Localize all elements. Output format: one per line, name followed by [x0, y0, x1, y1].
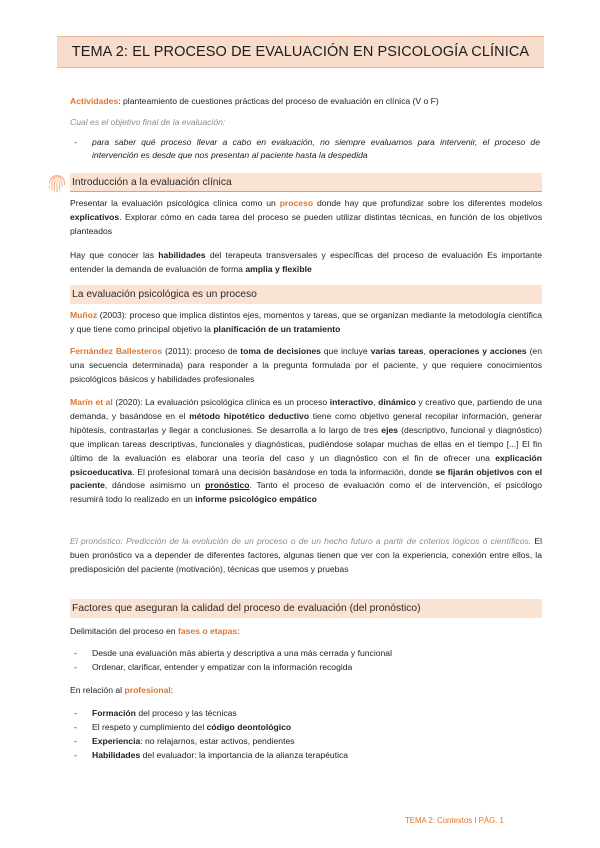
list-item-text [92, 735, 540, 749]
paragraph-munoz [70, 309, 542, 337]
text-run-bold: Experiencia [92, 736, 141, 746]
section-heading-text: La evaluación psicológica es un proceso [72, 289, 257, 300]
text-run-bold: explicación psicoeducativa [70, 452, 542, 477]
text-run: (descriptivo, funcional y diagnóstico) que implican tareas descriptivas, funcionales y diagnósticas, pudiéndose solapar muchas de ellas en el tiempo [...] El fin último de la evaluación es elaborar una teoría del caso y un diagnóstico con el fin de ofrecer una [70, 424, 542, 463]
text-run: (2003): proceso que implica distintos ejes, momentos y tareas, que se organizan mediante la metodología científica y que tiene como principal objetivo la [70, 310, 542, 334]
page-title-bar [57, 36, 544, 68]
text-run-bold: ejes [381, 424, 399, 435]
text-run: (2020): La evaluación psicológica clínica es un proceso [112, 397, 330, 407]
section-heading-proceso [70, 285, 542, 304]
text-run: del proceso y las técnicas [135, 708, 237, 718]
text-run-bold: varias tareas [370, 346, 424, 356]
text-run: Presentar la evaluación psicológica clínica como un [70, 198, 280, 208]
author-name: Marín et al [70, 397, 113, 407]
text-run: del terapeuta transversales y específicas del proceso de evaluación Es importante entender la demanda de evaluación de forma [70, 250, 542, 274]
bullet-dash: - [74, 648, 77, 658]
paragraph-fernandez [70, 345, 542, 387]
list-item-text [92, 721, 540, 735]
text-run-bold: método hipotético deductivo [189, 410, 310, 421]
actividades-label: Actividades [70, 96, 119, 106]
text-run-bold: amplia y flexible [245, 263, 312, 274]
text-run: que incluye [320, 346, 371, 356]
text-run: (en una secuencia determinada) para responder a la pregunta formulada por el paciente, y que requiere conocimientos psicológicos básicos y habilidades profesionales [70, 346, 542, 384]
fingerprint-icon [46, 172, 68, 194]
text-run: tiene como objetivo general recopilar información, generar hipótesis, contrastarlas y llegar a conclusiones. Se desarrolla a lo largo de tres [70, 410, 542, 435]
author-name: Fernández Ballesteros [70, 346, 163, 356]
text-run-bold: planificación de un tratamiento [213, 323, 341, 334]
text-run-bold: Formación [92, 708, 136, 718]
text-run: En relación al [70, 685, 125, 695]
section-heading-factores [70, 599, 542, 618]
text-run: (2011): proceso de [162, 346, 241, 356]
text-run-bold: Habilidades [92, 750, 141, 760]
text-run-bold: operaciones y acciones [428, 346, 527, 356]
paragraph-profesional [70, 684, 542, 698]
section-heading-intro [70, 173, 542, 192]
paragraph-intro [70, 197, 542, 239]
text-run-bold: habilidades [158, 250, 206, 260]
bullet-dash: - [74, 137, 77, 147]
text-run: El buen pronóstico va a depender de diferentes factores, algunas tienen que ver con la experiencia, conexión entre ellos, la predisposición del paciente (motivación), técnicas que usemos y pruebas [70, 536, 542, 574]
text-run-bold: código deontológico [206, 722, 292, 732]
text-run: . Explorar cómo en cada tarea del proceso se pueden utilizar distintas técnicas, en función de los objetivos planteados [70, 211, 542, 236]
text-run-bold: se fijarán objetivos con el paciente [70, 466, 542, 491]
text-run: Delimitación del proceso en [70, 626, 178, 636]
bullet-dash: - [74, 708, 77, 718]
bullet-dash: - [74, 722, 77, 732]
text-run-bold: informe psicológico empático [195, 494, 317, 505]
text-run: del evaluador: la importancia de la alianza terapéutica [140, 750, 349, 760]
list-item-text: Ordenar, clarificar, entender y empatizar con la información recogida [92, 662, 353, 672]
text-run: El respeto y cumplimiento del [92, 722, 207, 732]
bullet-dash: - [74, 750, 77, 760]
page-title: TEMA 2: EL PROCESO DE EVALUACIÓN EN PSICOLOGÍA CLÍNICA [71, 44, 530, 60]
text-run: Hay que conocer las [70, 250, 159, 260]
page-footer: TEMA 2: Contextos I PÁG. 1 [405, 816, 504, 825]
definition-italic: El pronóstico: Predicción de la evolución de un proceso o de un hecho futuro a partir de criterios lógicos o científicos. [70, 536, 532, 546]
text-run: : [237, 626, 240, 636]
text-run: . El profesional tomará una decisión basándose en toda la información, donde [132, 466, 436, 477]
bullet-dash: - [74, 662, 77, 672]
bullet-dash: - [74, 736, 77, 746]
text-run-bold: interactivo [329, 397, 374, 407]
text-run-highlight: profesional [124, 685, 171, 695]
text-run-bold: toma de decisiones [240, 346, 321, 356]
paragraph-pronostico [70, 535, 542, 577]
text-run: , [423, 346, 429, 356]
author-name: Muñoz [70, 310, 98, 320]
answer-text: para saber qué proceso llevar a cabo en evaluación, no siempre evaluamos para intervenir, el proceso de intervención es desde que nos presentan al paciente hasta la despedida [92, 137, 540, 161]
text-run-bold: dinámico [378, 397, 416, 407]
text-run: : [170, 685, 174, 695]
question-line: Cual es el objetivo final de la evaluación: [70, 117, 226, 127]
text-run: . Tanto el proceso de evaluación como el de intervención, el psicólogo resumirá todo lo realizado en un [70, 480, 542, 505]
actividades-text: : planteamiento de cuestiones prácticas del proceso de evaluación en clínica (V o F) [118, 96, 439, 106]
text-run: donde hay que profundizar sobre los diferentes modelos [313, 198, 542, 208]
list-item-text [92, 749, 540, 763]
list-item-text [92, 707, 540, 721]
text-run-bold: explicativos [70, 211, 120, 222]
list-item-text: Desde una evaluación más abierta y descriptiva a una más cerrada y funcional [92, 648, 392, 658]
text-run-highlight: proceso [279, 198, 314, 208]
text-run-underlined: pronóstico [205, 480, 250, 491]
actividades-line [70, 95, 542, 109]
text-run: , [373, 397, 379, 407]
text-run: : no relajarnos, estar activos, pendientes [140, 736, 295, 746]
text-run: y creativo que, partiendo de una demanda, y basándose en el [70, 397, 542, 421]
paragraph-delimitacion [70, 625, 542, 639]
paragraph-marin [70, 396, 542, 507]
section-heading-text: Factores que aseguran la calidad del proceso de evaluación (del pronóstico) [72, 603, 421, 614]
text-run: , dándose asimismo un [104, 480, 206, 491]
paragraph-habilidades [70, 249, 542, 277]
section-heading-text: Introducción a la evaluación clínica [72, 176, 232, 188]
text-run-highlight: fases o etapas [177, 626, 238, 636]
